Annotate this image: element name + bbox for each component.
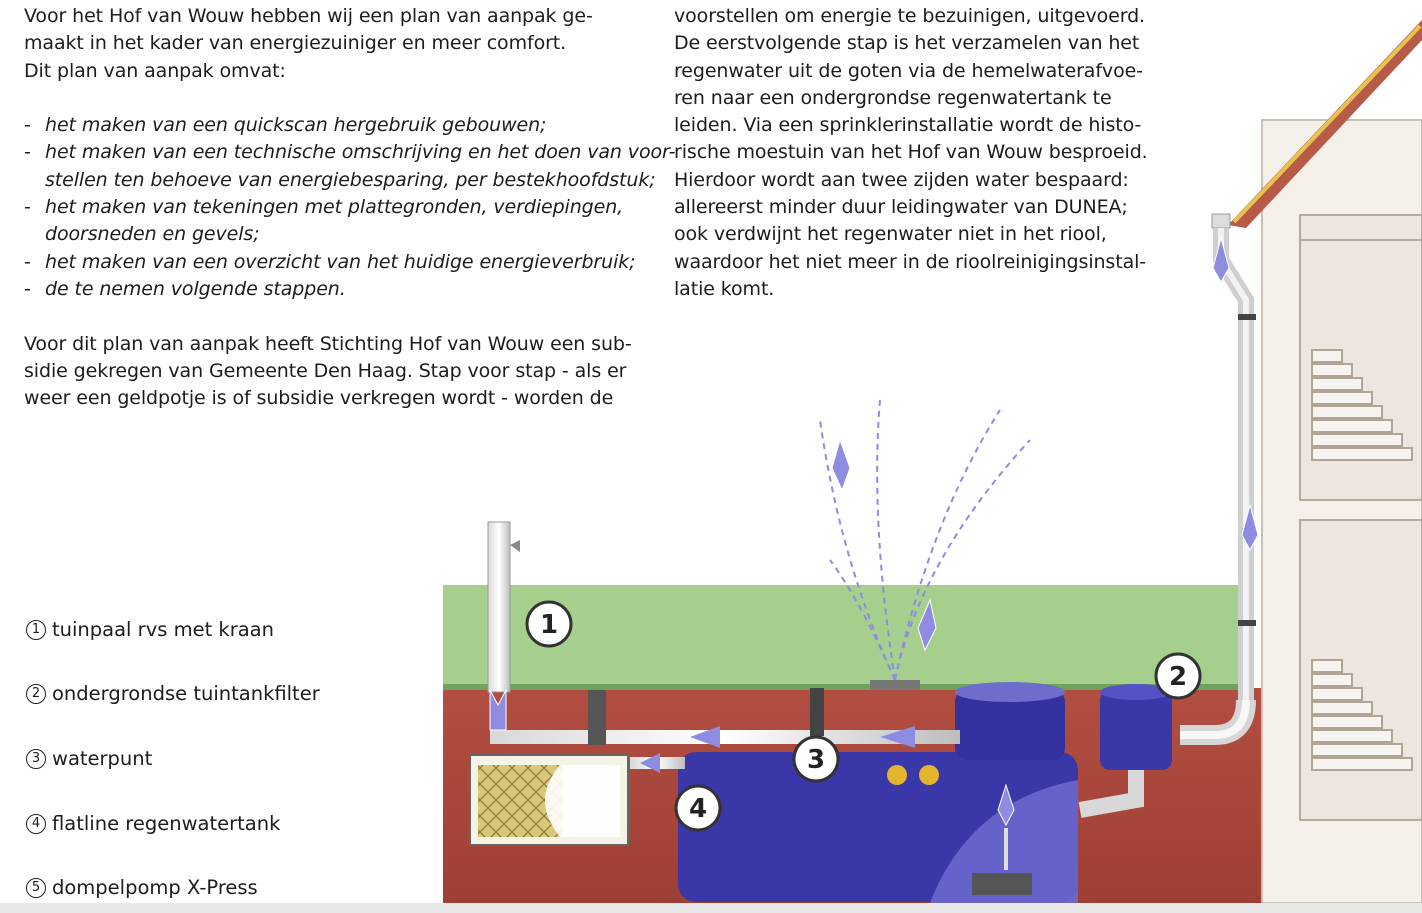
legend-item (26, 682, 320, 705)
legend-number: 3 (26, 749, 46, 769)
right-text-column (674, 3, 1174, 303)
legend-label: dompelpomp X-Press (52, 876, 258, 899)
legend-item (26, 812, 280, 835)
bullet-item: - de te nemen volgende stappen. (24, 277, 346, 300)
right-text-line: regenwater uit de goten via de hemelwaterafvoe- (674, 59, 1143, 82)
page-bottom-edge (0, 903, 1422, 913)
legend-number: 2 (26, 684, 46, 704)
right-text-line: latie komt. (674, 277, 775, 300)
legend-label: tuinpaal rvs met kraan (52, 618, 274, 641)
bullet-item: - het maken van een quickscan hergebruik gebouwen; (24, 114, 547, 137)
legend-number: 5 (26, 878, 46, 898)
water-arrow (832, 440, 850, 490)
right-text-line: leiden. Via een sprinklerinstallatie wordt de histo- (674, 114, 1142, 137)
legend-item (26, 747, 152, 770)
bullet-item-continued: stellen ten behoeve van energiebesparing, per bestekhoofdstuk; (45, 168, 656, 191)
legend-number: 1 (26, 620, 46, 640)
legend-label: waterpunt (52, 747, 153, 770)
legend-item (26, 876, 258, 899)
right-text-line: Hierdoor wordt aan twee zijden water bespaard: (674, 168, 1129, 191)
legend-label: flatline regenwatertank (52, 812, 281, 835)
closing-line: Voor dit plan van aanpak heeft Stichting Hof van Wouw een sub- (24, 332, 632, 355)
right-text-line: ren naar een ondergrondse regenwatertank te (674, 86, 1112, 109)
right-text-line: rische moestuin van het Hof van Wouw besproeid. (674, 141, 1148, 164)
bullet-item-continued: doorsneden en gevels; (45, 223, 260, 246)
legend-number: 4 (26, 814, 46, 834)
intro-line: Voor het Hof van Wouw hebben wij een plan van aanpak ge- (24, 5, 593, 27)
svg-text:3: 3 (806, 745, 826, 775)
closing-line: weer een geldpotje is of subsidie verkregen wordt - worden de (24, 387, 614, 410)
legend-label: ondergrondse tuintankfilter (52, 682, 320, 705)
left-text-column (24, 3, 676, 412)
marker-2 (1156, 654, 1200, 698)
svg-text:2: 2 (1168, 662, 1188, 692)
intro-line: maakt in het kader van energiezuiniger en meer comfort. (24, 32, 567, 55)
right-text-line: waardoor het niet meer in de rioolreinigingsinstal- (674, 250, 1147, 273)
marker-3 (794, 737, 838, 781)
right-text-line: allereerst minder duur leidingwater van DUNEA; (674, 196, 1128, 219)
intro-line: Dit plan van aanpak omvat: (24, 59, 286, 82)
storage-crate (470, 755, 628, 845)
closing-line: sidie gekregen van Gemeente Den Haag. Stap voor stap - als er (24, 359, 627, 382)
bullet-item: - het maken van een technische omschrijving en het doen van voor- (24, 141, 676, 164)
right-text-line: ook verdwijnt het regenwater niet in het riool, (674, 223, 1107, 246)
marker-1 (527, 602, 571, 646)
right-text-line: De eerstvolgende stap is het verzamelen van het (674, 32, 1140, 55)
legend-item (26, 618, 274, 641)
bullet-item: - het maken van tekeningen met plattegronden, verdiepingen, (24, 196, 624, 219)
svg-text:1: 1 (539, 610, 559, 640)
marker-4 (676, 786, 720, 830)
right-text-line: voorstellen om energie te bezuinigen, uitgevoerd. (674, 5, 1145, 27)
svg-text:4: 4 (688, 794, 708, 824)
bullet-item: - het maken van een overzicht van het huidige energieverbruik; (24, 250, 636, 273)
